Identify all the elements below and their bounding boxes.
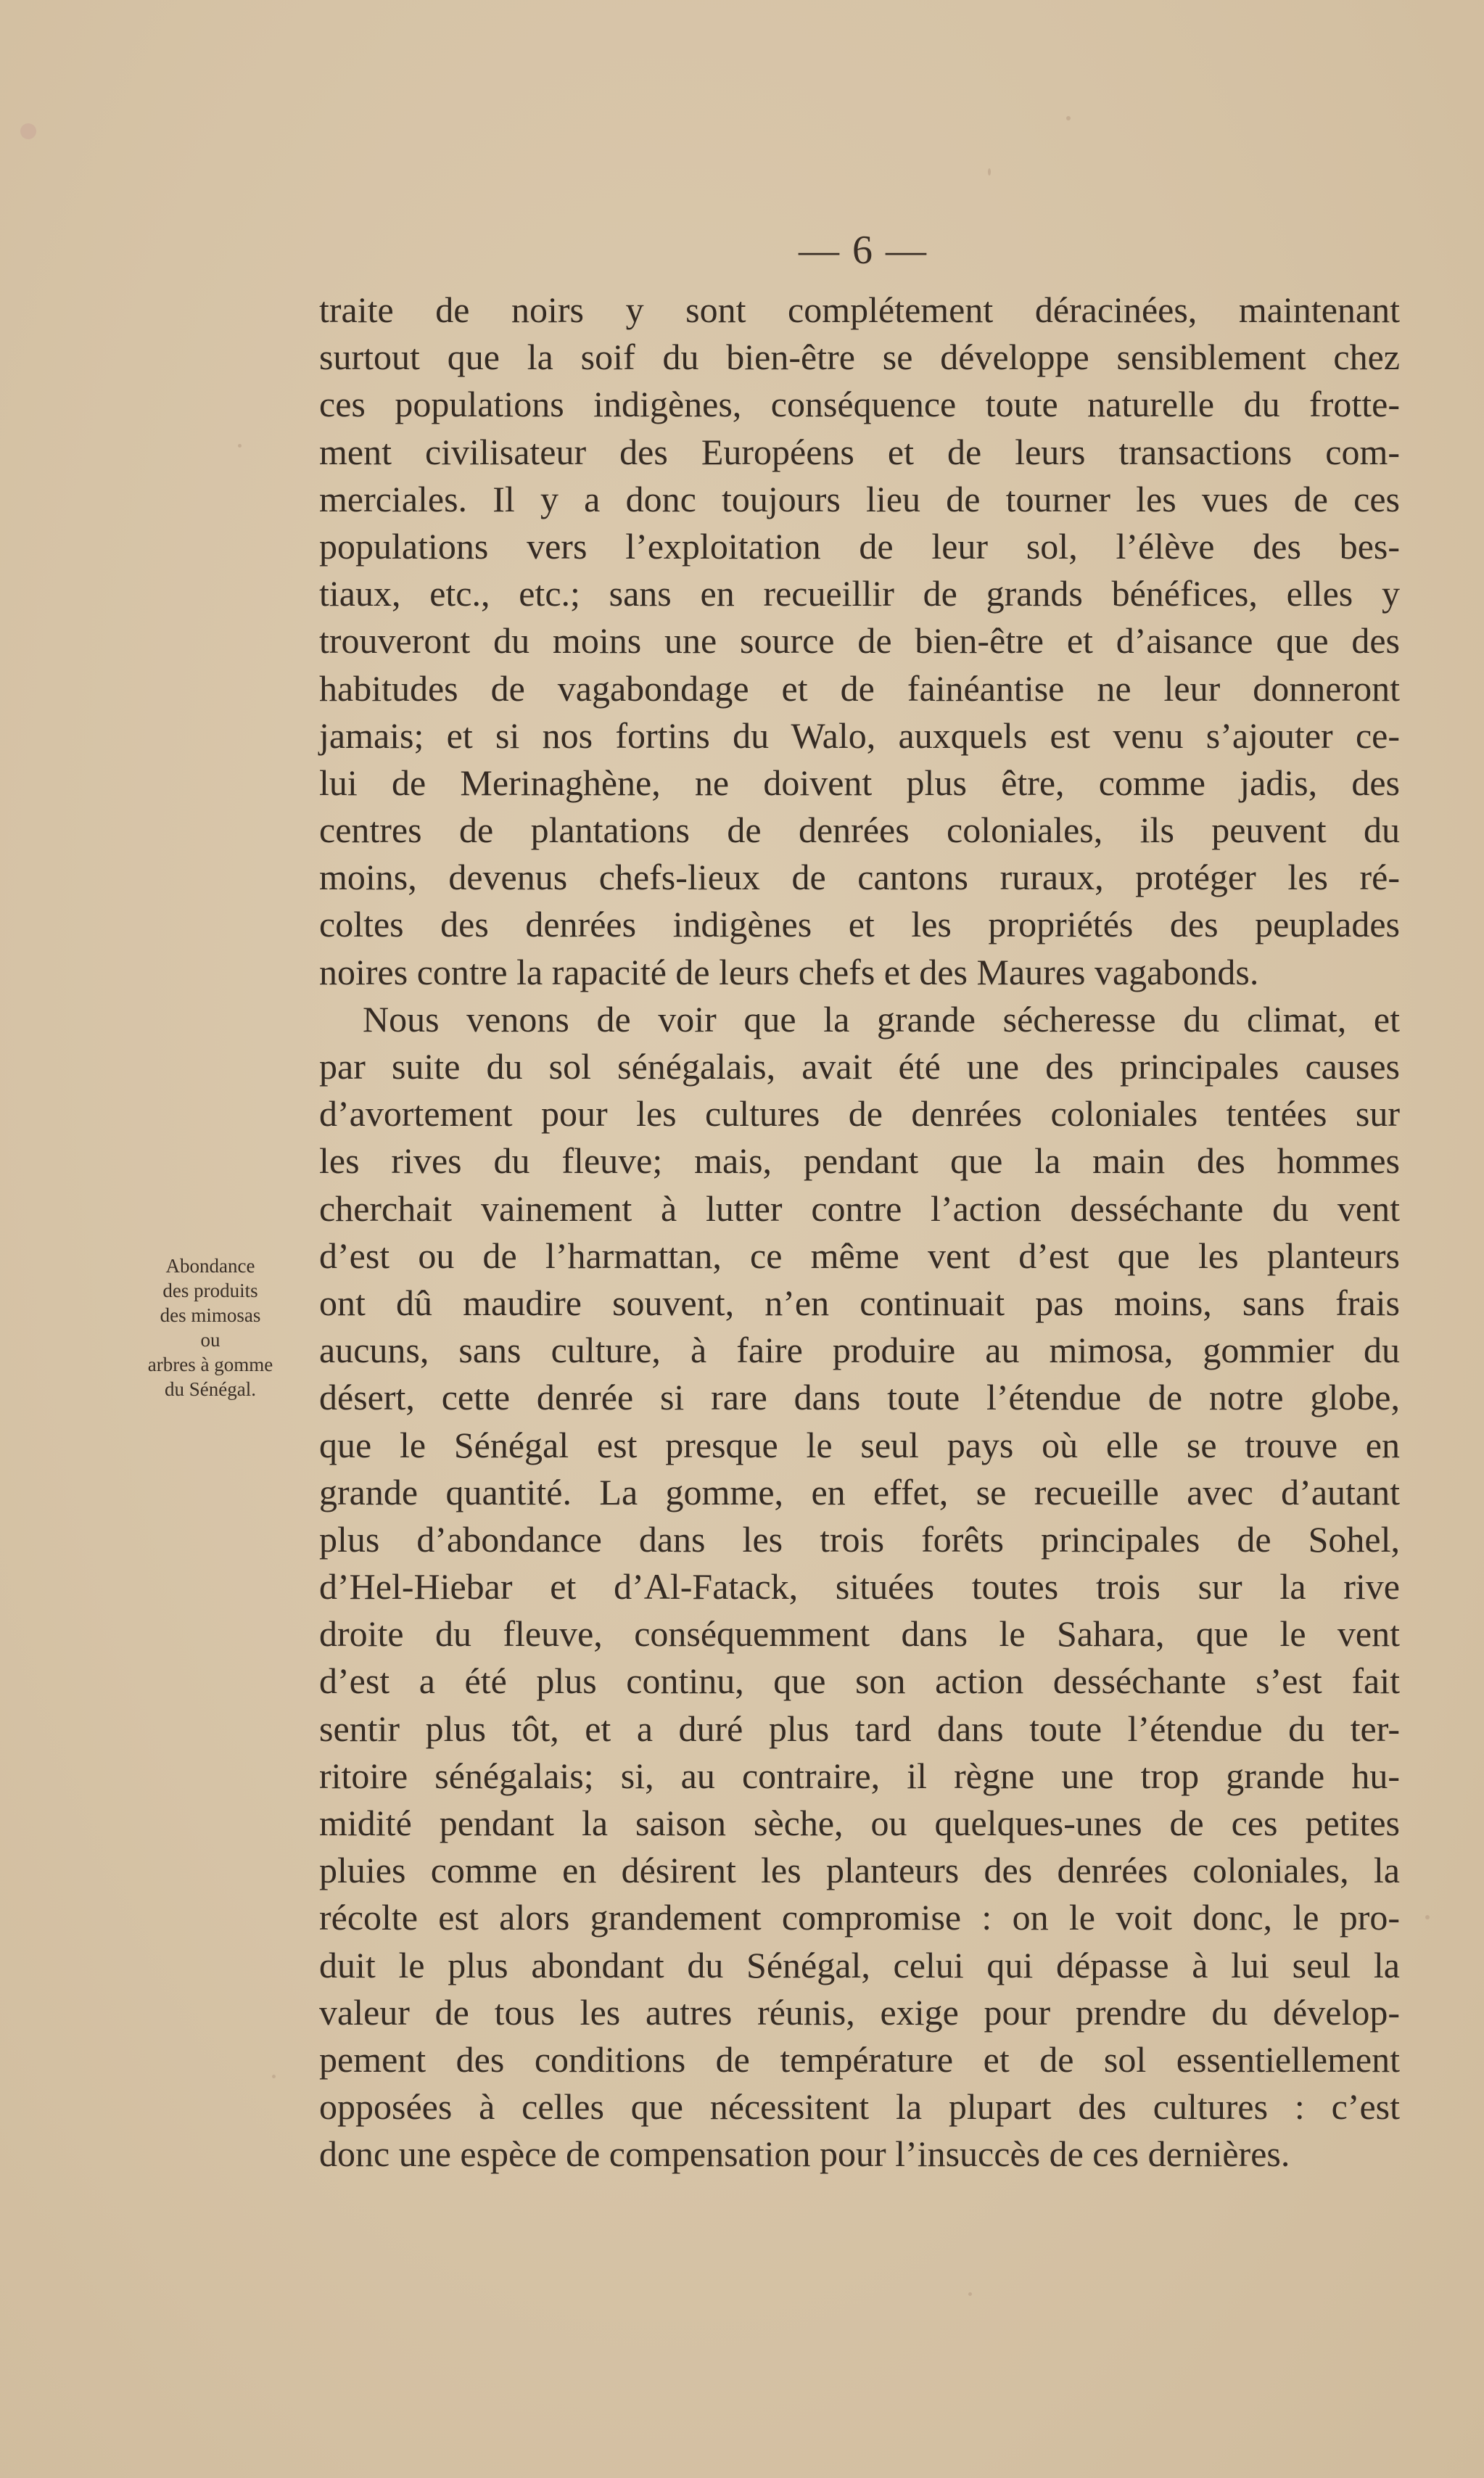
text-line: centres de plantations de denrées coloniales, ils peuvent du	[319, 810, 1400, 851]
text-line: trouveront du moins une source de bien-être et d’aisance que des	[319, 620, 1400, 662]
text-line: par suite du sol sénégalais, avait été une des principales causes	[319, 1046, 1400, 1087]
text-line: merciales. Il y a donc toujours lieu de tourner les vues de ces	[319, 478, 1400, 519]
text-line: tiaux, etc., etc.; sans en recueillir de grands bénéfices, elles y	[319, 573, 1400, 614]
text-line: opposées à celles que nécessitent la plupart des cultures : c’est	[319, 2086, 1400, 2128]
margin-note-line: arbres à gomme	[147, 1354, 273, 1375]
text-line: ont dû maudire souvent, n’en continuait pas moins, sans frais	[319, 1282, 1400, 1323]
margin-note-line: des mimosas	[160, 1304, 261, 1326]
text-line: ces populations indigènes, conséquence toute naturelle du frotte-	[319, 384, 1400, 425]
text-line: ritoire sénégalais; si, au contraire, il règne une trop grande hu-	[319, 1755, 1400, 1796]
text-line: droite du fleuve, conséquemment dans le Sahara, que le vent	[319, 1613, 1400, 1655]
text-line: pement des conditions de température et de sol essentiellement	[319, 2038, 1400, 2080]
paper-speck	[1066, 116, 1071, 120]
margin-note-line: ou	[200, 1329, 220, 1351]
text-line: traite de noirs y sont complétement déracinées, maintenant	[319, 289, 1400, 330]
margin-note-line: des produits	[162, 1280, 258, 1301]
text-line: pluies comme en désirent les planteurs des denrées coloniales, la	[319, 1850, 1400, 1891]
paper-speck	[988, 168, 991, 176]
text-line: duit le plus abondant du Sénégal, celui qui dépasse à lui seul la	[319, 1944, 1400, 1985]
margin-note	[116, 1254, 305, 1401]
text-line: donc une espèce de compensation pour l’insuccès de ces dernières.	[319, 2133, 1290, 2175]
text-line: valeur de tous les autres réunis, exige pour prendre du dévelop-	[319, 1991, 1400, 2033]
text-line: désert, cette denrée si rare dans toute l’étendue de notre globe,	[319, 1377, 1400, 1418]
text-line: sentir plus tôt, et a duré plus tard dans toute l’étendue du ter-	[319, 1708, 1400, 1749]
body-text	[319, 287, 1400, 2178]
paper-speck	[968, 2292, 972, 2296]
margin-note-line: du Sénégal.	[165, 1378, 256, 1400]
text-line: cherchait vainement à lutter contre l’action desséchante du vent	[319, 1187, 1400, 1229]
text-line: récolte est alors grandement compromise : on le voit donc, le pro-	[319, 1897, 1400, 1938]
text-line: midité pendant la saison sèche, ou quelques-unes de ces petites	[319, 1803, 1400, 1843]
text-line: les rives du fleuve; mais, pendant que la main des hommes	[319, 1140, 1400, 1182]
page-number: — 6 —	[799, 228, 928, 273]
paper-speck	[1425, 1915, 1430, 1919]
paper-speck	[272, 2075, 276, 2078]
text-line: lui de Merinaghène, ne doivent plus être, comme jadis, des	[319, 762, 1400, 803]
text-line: noires contre la rapacité de leurs chefs et des Maures vagabonds.	[319, 951, 1259, 992]
text-line: jamais; et si nos fortins du Walo, auxquels est venu s’ajouter ce-	[319, 715, 1400, 756]
text-line: Nous venons de voir que la grande sécheresse du climat, et	[363, 998, 1400, 1040]
text-line: d’est a été plus continu, que son action desséchante s’est fait	[319, 1660, 1400, 1702]
text-line: aucuns, sans culture, à faire produire au mimosa, gommier du	[319, 1330, 1400, 1371]
paper-speck	[20, 123, 36, 139]
text-line: d’avortement pour les cultures de denrées coloniales tentées sur	[319, 1093, 1400, 1135]
text-line: d’Hel-Hiebar et d’Al-Fatack, situées toutes trois sur la rive	[319, 1566, 1400, 1608]
text-line: d’est ou de l’harmattan, ce même vent d’est que les planteurs	[319, 1235, 1400, 1276]
text-line: plus d’abondance dans les trois forêts principales de Sohel,	[319, 1518, 1400, 1560]
margin-note-line: Abondance	[165, 1255, 255, 1277]
text-line: grande quantité. La gomme, en effet, se recueille avec d’autant	[319, 1471, 1400, 1512]
text-line: surtout que la soif du bien-être se développe sensiblement chez	[319, 337, 1400, 378]
text-line: ment civilisateur des Européens et de leurs transactions com-	[319, 431, 1400, 472]
text-line: habitudes de vagabondage et de fainéantise ne leur donneront	[319, 667, 1400, 709]
paper-speck	[238, 444, 242, 448]
text-line: que le Sénégal est presque le seul pays où elle se trouve en	[319, 1424, 1400, 1465]
text-line: populations vers l’exploitation de leur sol, l’élève des bes-	[319, 525, 1400, 567]
text-line: coltes des denrées indigènes et les propriétés des peuplades	[319, 904, 1400, 945]
text-line: moins, devenus chefs-lieux de cantons ruraux, protéger les ré-	[319, 857, 1400, 898]
